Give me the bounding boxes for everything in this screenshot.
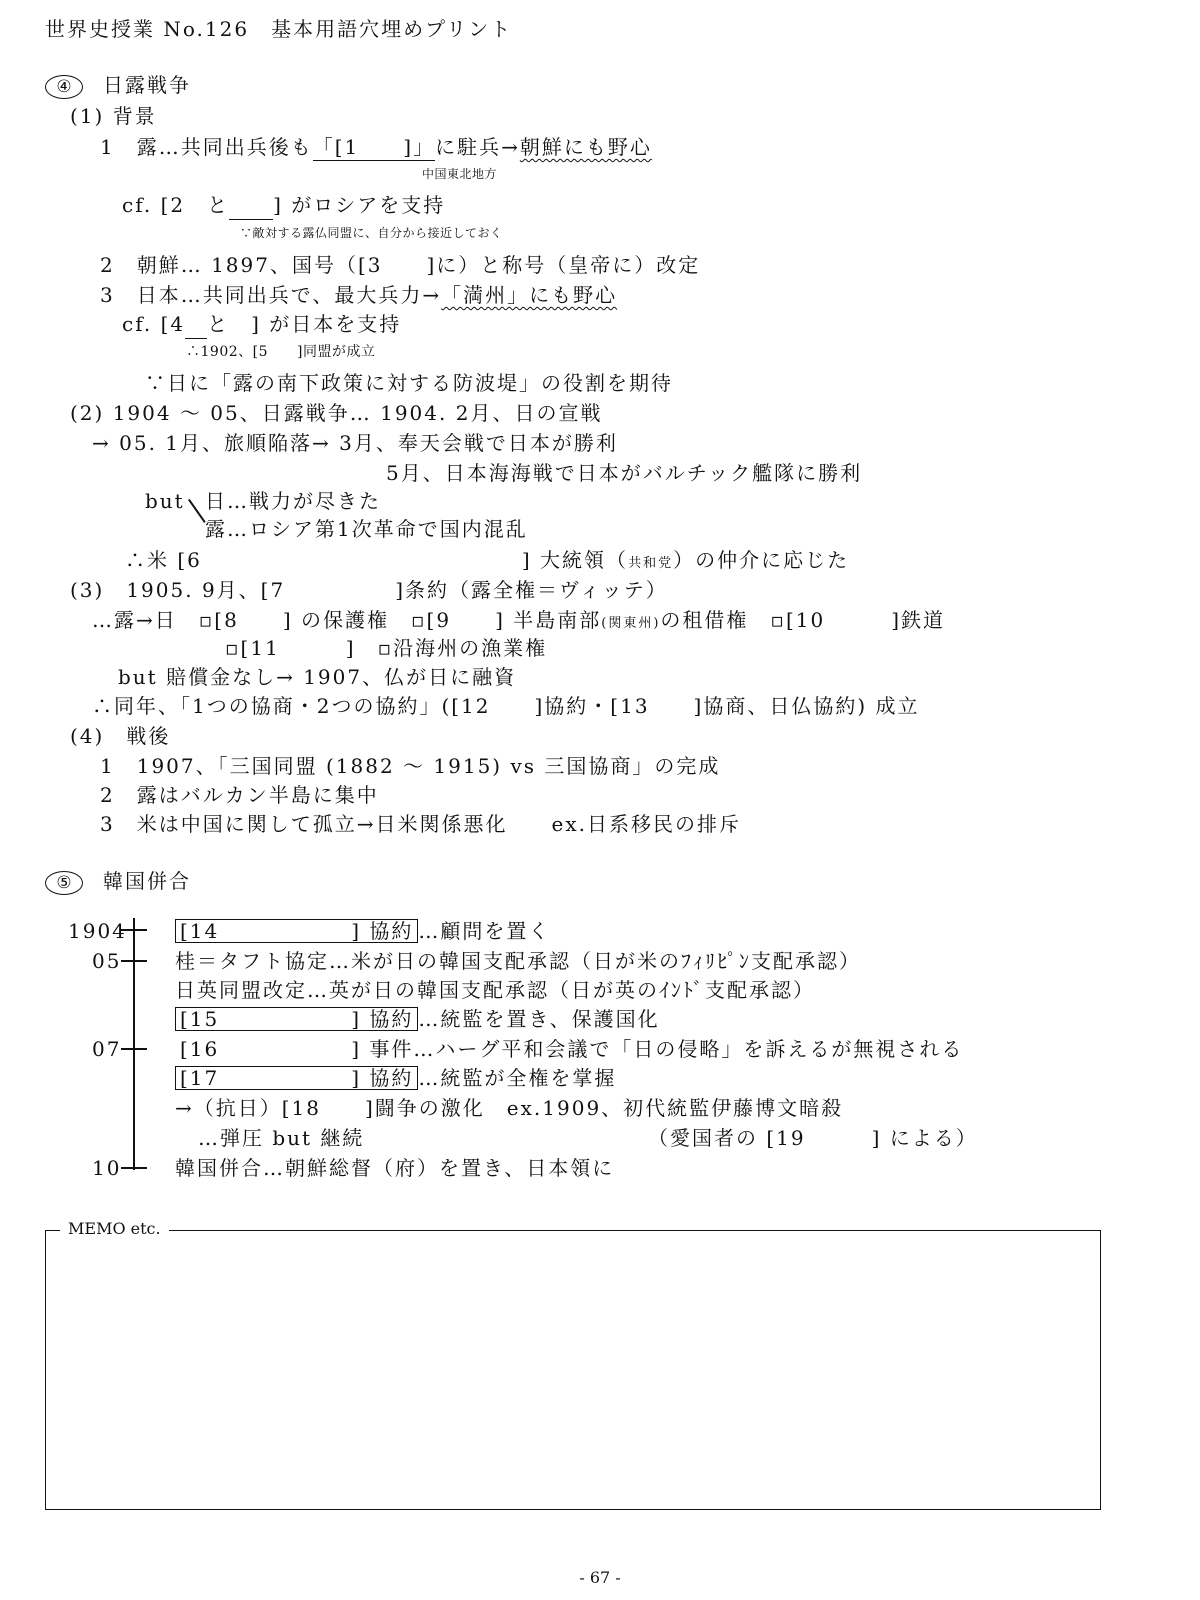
row-6	[175, 1065, 616, 1091]
therefore-a: ∴米 [6	[125, 548, 202, 572]
row-9: 韓国併合…朝鮮総督（府）を置き、日本領に	[175, 1156, 615, 1180]
blank-2b[interactable]	[229, 192, 273, 220]
blank-1[interactable]: 「[1 ]」	[312, 135, 436, 159]
page-title: 世界史授業 No.126 基本用語穴埋めプリント	[45, 17, 513, 41]
cf-1	[122, 192, 445, 220]
s4-line-1	[100, 134, 652, 160]
s4-part3-line-4: ∴同年、「1つの協商・2つの協約」([12 ]協約・[13 ]協商、日仏協約) 成立	[92, 694, 920, 718]
cf-2-note: ∴1902、[5 ]同盟が成立	[186, 344, 376, 360]
cf-1-a: cf. [2 と	[122, 193, 230, 217]
timeline-tick-05	[121, 960, 147, 962]
s4-part4-line-1: 1 1907、「三国同盟 (1882 ～ 1915) vs 三国協商」の完成	[100, 754, 721, 778]
s4-line-1-d: 朝鮮にも野心	[519, 135, 652, 159]
section-5-number: ⑤	[45, 871, 83, 895]
year-10: 10	[92, 1156, 122, 1180]
memo-box[interactable]	[45, 1230, 1101, 1510]
s4-line-3-b: 「満州」にも野心	[441, 283, 618, 307]
s4-part2-heading: (2) 1904 ～ 05、日露戦争… 1904. 2月、日の宣戦	[70, 401, 603, 425]
blank-14-box[interactable]: [14 ] 協約	[175, 919, 418, 943]
s4-part4-line-2: 2 露はバルカン半島に集中	[100, 783, 379, 807]
s4-line-1-c: に駐兵→	[435, 135, 520, 159]
note-manchuria: 中国東北地方	[422, 167, 498, 181]
bracket-stroke	[188, 499, 206, 523]
s4-part3-line-1	[92, 607, 945, 637]
memo-label: MEMO etc.	[60, 1219, 169, 1238]
cf-2-a: cf. [4	[122, 312, 186, 336]
p3-line-1-b: の租借権 ▫[10 ]鉄道	[660, 608, 946, 632]
p3-line-1-a: …露→日 ▫[8 ] の保護権 ▫[9 ] 半島南部	[92, 608, 602, 632]
cf-2	[122, 311, 401, 339]
section-5-heading	[45, 868, 191, 895]
s4-part4-line-3: 3 米は中国に関して孤立→日米関係悪化 ex.日系移民の排斥	[100, 812, 741, 836]
cf-1-b: ] がロシアを支持	[273, 193, 446, 217]
blank-15-box[interactable]: [15 ] 協約	[175, 1007, 418, 1031]
row-7: →（抗日）[18 ]闘争の激化 ex.1909、初代統監伊藤博文暗殺	[175, 1096, 844, 1120]
year-1904: 1904	[68, 919, 127, 943]
cf-2-b: と ] が日本を支持	[207, 312, 402, 336]
blank-17-box[interactable]: [17 ] 協約	[175, 1066, 418, 1090]
row-8-a: …弾圧 but 継続	[198, 1126, 365, 1150]
s4-line-3-a: 3 日本…共同出兵で、最大兵力→	[100, 283, 442, 307]
row-1-text: …顧問を置く	[418, 919, 551, 943]
but-line-2: 露…ロシア第1次革命で国内混乱	[205, 517, 528, 541]
therefore-b: ] 大統領（	[521, 548, 629, 572]
cf-1-note: ∵敵対する露仏同盟に、自分から接近しておく	[240, 226, 503, 240]
row-6-text: …統監が全権を掌握	[418, 1066, 617, 1090]
therefore-line	[125, 547, 849, 577]
row-5: [16 ] 事件…ハーグ平和会議で「日の侵略」を訴えるが無視される	[180, 1037, 964, 1061]
s4-part1-heading: (1) 背景	[70, 104, 157, 128]
row-4	[175, 1006, 660, 1032]
section-4-number: ④	[45, 75, 83, 99]
section-5-title: 韓国併合	[103, 869, 191, 893]
s4-part2-line-1: → 05. 1月、旅順陥落→ 3月、奉天会戦で日本が勝利	[92, 431, 618, 455]
page-number: - 67 -	[579, 1568, 621, 1587]
year-07: 07	[92, 1037, 122, 1061]
because-line: ∵日に「露の南下政策に対する防波堤」の役割を期待	[145, 371, 673, 395]
but-line-1: 日…戦力が尽きた	[205, 489, 381, 513]
section-4-title: 日露戦争	[103, 73, 191, 97]
s4-part4-heading: (4) 戦後	[70, 724, 171, 748]
s4-part2-line-2: 5月、日本海海戦で日本がバルチック艦隊に勝利	[386, 461, 863, 485]
row-3: 日英同盟改定…英が日の韓国支配承認（日が英のｲﾝﾄﾞ支配承認）	[175, 978, 815, 1002]
s4-part3-heading: (3) 1905. 9月、[7 ]条約（露全権＝ヴィッテ）	[70, 578, 668, 602]
row-1	[175, 918, 550, 944]
s4-line-2: 2 朝鮮… 1897、国号（[3 ]に）と称号（皇帝に）改定	[100, 253, 701, 277]
s4-line-1-a: 1 露…共同出兵後も	[100, 135, 313, 159]
s4-line-3	[100, 282, 617, 308]
row-4-text: …統監を置き、保護国化	[418, 1007, 660, 1031]
year-05: 05	[92, 949, 122, 973]
timeline-axis	[133, 918, 135, 1170]
therefore-note: 共和党	[628, 556, 674, 571]
row-2: 桂＝タフト協定…米が日の韓国支配承認（日が米のﾌｨﾘﾋﾟﾝ支配承認）	[175, 949, 861, 973]
timeline-tick-10	[121, 1167, 147, 1169]
blank-4[interactable]	[185, 311, 207, 339]
therefore-c: ）の仲介に応じた	[673, 548, 850, 572]
section-4-heading	[45, 72, 191, 99]
s4-part3-line-3: but 賠償金なし→ 1907、仏が日に融資	[118, 665, 517, 689]
but-label: but	[145, 489, 185, 513]
row-8-b: （愛国者の [19 ] による）	[648, 1126, 978, 1150]
timeline-tick-07	[121, 1048, 147, 1050]
s4-part3-line-2: ▫[11 ] ▫沿海州の漁業権	[225, 636, 548, 660]
p3-line-1-note: (関東州)	[601, 616, 661, 631]
